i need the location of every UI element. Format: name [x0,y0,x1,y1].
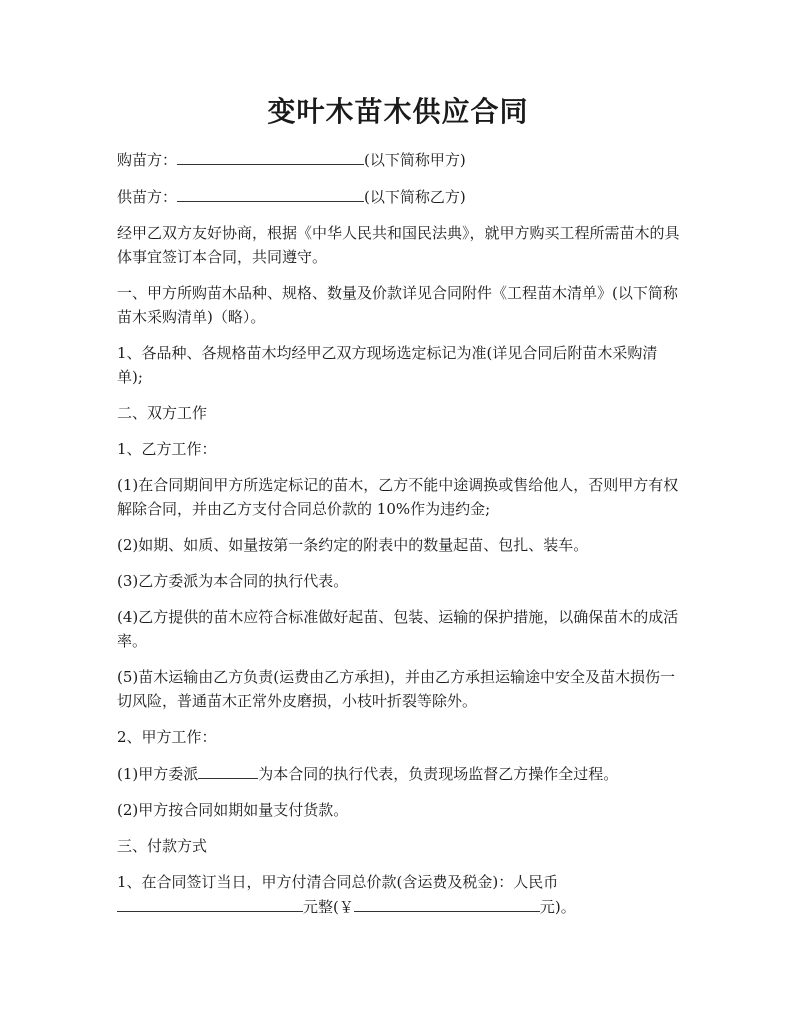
section3-item1-prefix: 1、在合同签订当日，甲方付清合同总价款(含运费及税金)：人民币 [117,873,559,891]
section2-heading: 二、双方工作 [117,404,208,422]
party-a-item-2: (2)甲方按合同如期如量支付货款。 [117,801,349,819]
buyer-suffix: (以下简称甲方) [364,151,466,169]
seller-name-blank[interactable] [177,184,364,202]
party-a-item-1-suffix: 为本合同的执行代表，负责现场监督乙方操作全过程。 [258,765,619,783]
amount-words-blank[interactable] [117,894,303,912]
seller-suffix: (以下简称乙方) [364,188,466,206]
seller-label: 供苗方： [117,188,178,206]
contract-body [117,147,683,931]
party-b-item-2: (2)如期、如质、如量按第一条约定的附表中的数量起苗、包扎、装车。 [117,536,589,554]
party-a-item-1 [117,761,683,786]
buyer-label: 购苗方： [117,151,178,169]
section1-heading: 一、甲方所购苗木品种、规格、数量及价款详见合同附件《工程苗木清单》(以下简称苗木采购清单)（略）。 [117,284,678,326]
party-b-item-4: (4)乙方提供的苗木应符合标准做好起苗、包装、运输的保护措施，以确保苗木的成活率。 [117,608,679,650]
party-b-item-3: (3)乙方委派为本合同的执行代表。 [117,572,349,590]
party-b-item-1: (1)在合同期间甲方所选定标记的苗木，乙方不能中途调换或售给他人，否则甲方有权解除合同，并由乙方支付合同总价款的 10%作为违约金; [117,476,679,518]
section3-item1-mid: 元整(￥ [303,898,354,916]
section3-item1 [117,870,683,919]
buyer-line [117,147,683,172]
section1-item1: 1、各品种、各规格苗木均经甲乙双方现场选定标记为准(详见合同后附苗木采购清单); [117,344,658,386]
buyer-name-blank[interactable] [177,147,364,165]
seller-line [117,184,683,209]
section3-item1-suffix: 元)。 [539,898,576,916]
amount-number-blank[interactable] [354,894,540,912]
party-a-item-1-prefix: (1)甲方委派 [117,765,199,783]
section3-heading: 三、付款方式 [117,837,208,855]
party-b-item-5: (5)苗木运输由乙方负责(运费由乙方承担)，并由乙方承担运输途中安全及苗木损伤一切风险，普通苗木正常外皮磨损，小枝叶折裂等除外。 [117,668,675,710]
party-b-heading: 1、乙方工作： [117,440,217,458]
intro-paragraph: 经甲乙双方友好协商，根据《中华人民共和国民法典》，就甲方购买工程所需苗木的具体事宜签订本合同，共同遵守。 [117,224,680,266]
representative-blank[interactable] [198,761,258,779]
party-a-heading: 2、甲方工作： [117,728,217,746]
page-title: 变叶木苗木供应合同 [267,95,529,128]
